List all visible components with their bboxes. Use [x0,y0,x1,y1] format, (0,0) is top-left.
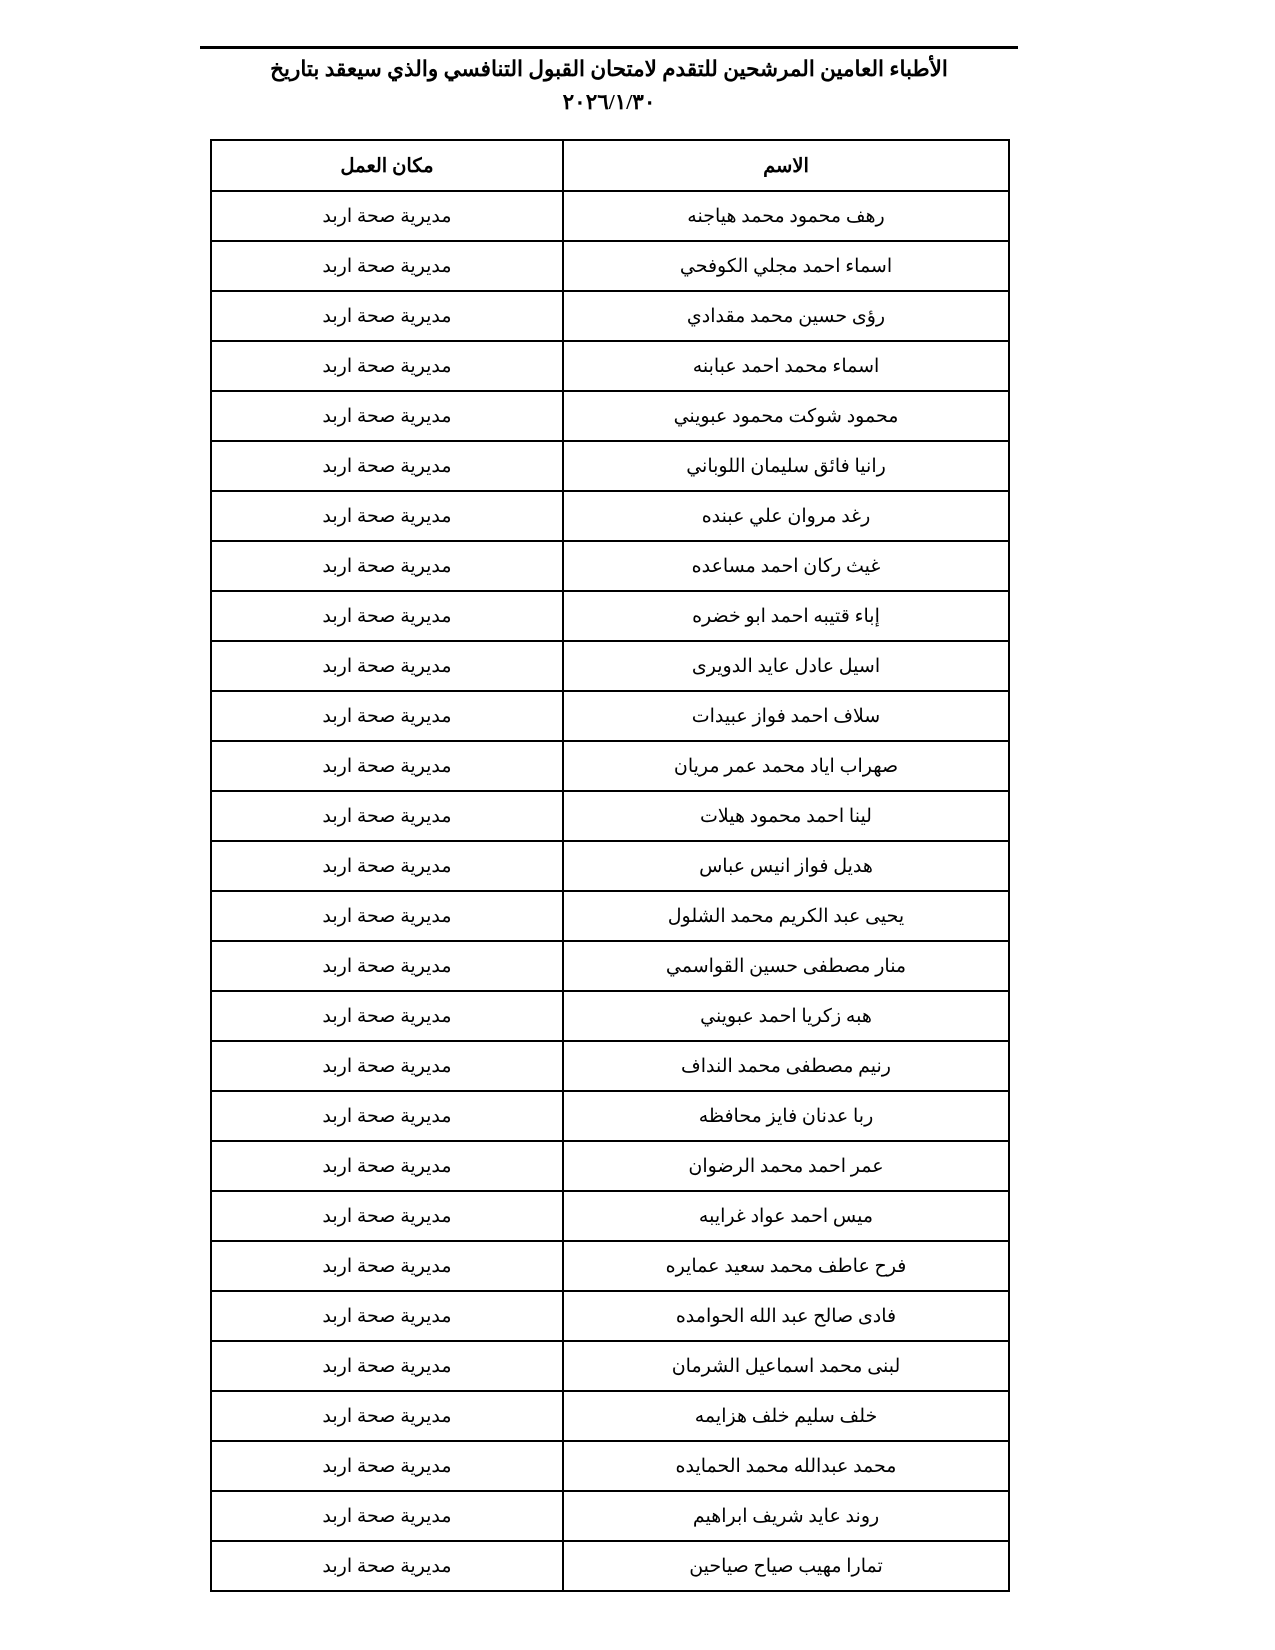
cell-candidate-name: تمارا مهيب صياح صياحين [563,1541,1009,1591]
cell-workplace: مديرية صحة اربد [211,1491,563,1541]
table-row [211,391,1009,441]
cell-candidate-name: اسماء احمد مجلي الكوفحي [563,241,1009,291]
cell-candidate-name: فرح عاطف محمد سعيد عمايره [563,1241,1009,1291]
cell-candidate-name: رهف محمود محمد هياجنه [563,191,1009,241]
cell-candidate-name: روند عايد شريف ابراهيم [563,1491,1009,1541]
cell-candidate-name: اسماء محمد احمد عبابنه [563,341,1009,391]
table-header [211,140,1009,191]
cell-candidate-name: ميس احمد عواد غرايبه [563,1191,1009,1241]
table-row [211,441,1009,491]
table-row [211,341,1009,391]
cell-candidate-name: خلف سليم خلف هزايمه [563,1391,1009,1441]
page-title-line-1: الأطباء العامين المرشحين للتقدم لامتحان القبول التنافسي والذي سيعقد بتاريخ [270,57,948,81]
cell-candidate-name: يحيى عبد الكريم محمد الشلول [563,891,1009,941]
cell-candidate-name: إباء قتيبه احمد ابو خضره [563,591,1009,641]
cell-workplace: مديرية صحة اربد [211,1341,563,1391]
cell-candidate-name: سلاف احمد فواز عبيدات [563,691,1009,741]
cell-candidate-name: رغد مروان علي عبنده [563,491,1009,541]
cell-workplace: مديرية صحة اربد [211,291,563,341]
table-row [211,241,1009,291]
table-row [211,891,1009,941]
cell-candidate-name: محمود شوكت محمود عبويني [563,391,1009,441]
cell-workplace: مديرية صحة اربد [211,591,563,641]
cell-candidate-name: رنيم مصطفى محمد النداف [563,1041,1009,1091]
header-divider-rule [200,46,1018,49]
cell-workplace: مديرية صحة اربد [211,441,563,491]
table-row [211,841,1009,891]
page-title-line-2: ٢٠٢٦/١/٣٠ [562,90,656,115]
table-row [211,491,1009,541]
column-header-workplace: مكان العمل [211,140,563,191]
table-row [211,591,1009,641]
table-row [211,691,1009,741]
table-row [211,1541,1009,1591]
cell-workplace: مديرية صحة اربد [211,541,563,591]
table-row [211,641,1009,691]
table-row [211,1091,1009,1141]
table-row [211,291,1009,341]
cell-workplace: مديرية صحة اربد [211,1241,563,1291]
table-body [211,191,1009,1591]
table-row [211,791,1009,841]
table-row [211,1441,1009,1491]
cell-workplace: مديرية صحة اربد [211,991,563,1041]
cell-workplace: مديرية صحة اربد [211,391,563,441]
table-row [211,1391,1009,1441]
cell-workplace: مديرية صحة اربد [211,1391,563,1441]
table-row [211,1291,1009,1341]
cell-candidate-name: لبنى محمد اسماعيل الشرمان [563,1341,1009,1391]
table-row [211,991,1009,1041]
cell-candidate-name: غيث ركان احمد مساعده [563,541,1009,591]
cell-candidate-name: رؤى حسين محمد مقدادي [563,291,1009,341]
cell-candidate-name: هديل فواز انيس عباس [563,841,1009,891]
cell-workplace: مديرية صحة اربد [211,741,563,791]
candidates-table [210,139,1010,1592]
cell-workplace: مديرية صحة اربد [211,1041,563,1091]
cell-workplace: مديرية صحة اربد [211,1541,563,1591]
cell-workplace: مديرية صحة اربد [211,791,563,841]
cell-workplace: مديرية صحة اربد [211,341,563,391]
cell-candidate-name: محمد عبدالله محمد الحمايده [563,1441,1009,1491]
cell-workplace: مديرية صحة اربد [211,1141,563,1191]
cell-workplace: مديرية صحة اربد [211,941,563,991]
cell-candidate-name: فادى صالح عبد الله الحوامده [563,1291,1009,1341]
cell-candidate-name: لينا احمد محمود هيلات [563,791,1009,841]
cell-workplace: مديرية صحة اربد [211,491,563,541]
table-row [211,741,1009,791]
table-row [211,1241,1009,1291]
table-row [211,1491,1009,1541]
table-row [211,541,1009,591]
table-row [211,1191,1009,1241]
table-row [211,1041,1009,1091]
cell-candidate-name: هبه زكريا احمد عبويني [563,991,1009,1041]
cell-workplace: مديرية صحة اربد [211,1291,563,1341]
cell-workplace: مديرية صحة اربد [211,1091,563,1141]
cell-candidate-name: صهراب اياد محمد عمر مريان [563,741,1009,791]
table-row [211,191,1009,241]
column-header-name: الاسم [563,140,1009,191]
cell-workplace: مديرية صحة اربد [211,241,563,291]
cell-workplace: مديرية صحة اربد [211,1191,563,1241]
cell-workplace: مديرية صحة اربد [211,691,563,741]
cell-candidate-name: ربا عدنان فايز محافظه [563,1091,1009,1141]
cell-workplace: مديرية صحة اربد [211,191,563,241]
cell-candidate-name: منار مصطفى حسين القواسمي [563,941,1009,991]
cell-workplace: مديرية صحة اربد [211,1441,563,1491]
cell-workplace: مديرية صحة اربد [211,891,563,941]
cell-candidate-name: عمر احمد محمد الرضوان [563,1141,1009,1191]
cell-workplace: مديرية صحة اربد [211,641,563,691]
table-row [211,1341,1009,1391]
cell-candidate-name: رانيا فائق سليمان اللوباني [563,441,1009,491]
cell-candidate-name: اسيل عادل عايد الدويرى [563,641,1009,691]
table-header-row [211,140,1009,191]
table-row [211,941,1009,991]
table-row [211,1141,1009,1191]
cell-workplace: مديرية صحة اربد [211,841,563,891]
page-title [200,54,1018,118]
